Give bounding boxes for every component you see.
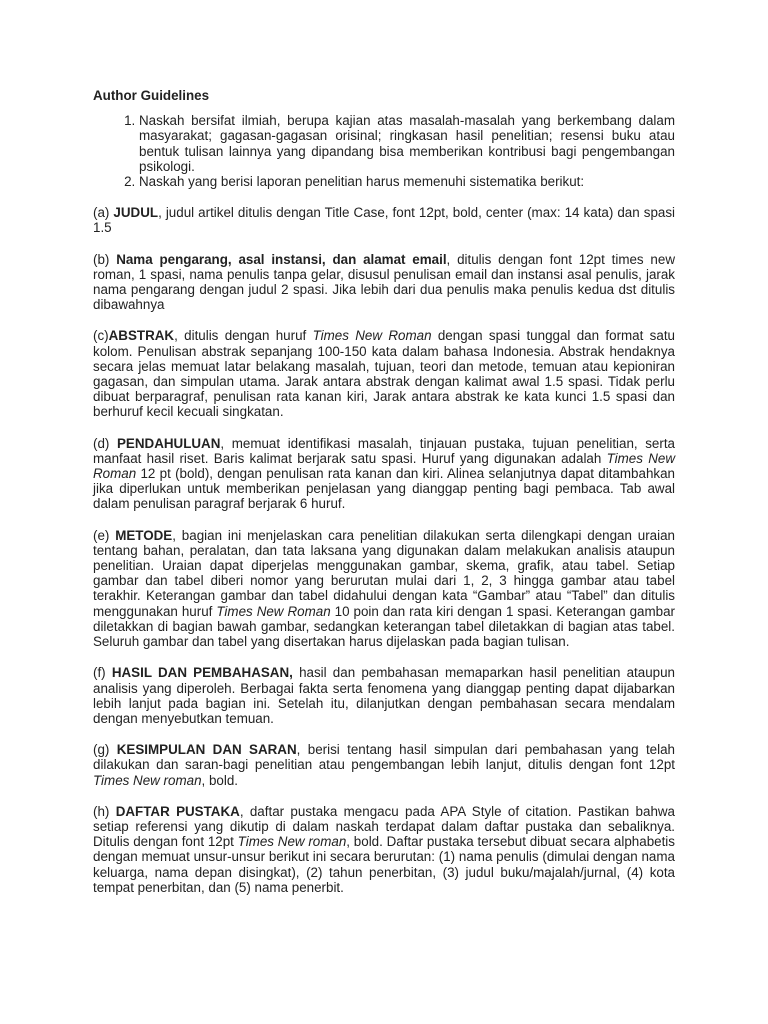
section-metode [93, 528, 675, 650]
section-text: hasil dan pembahasan memaparkan hasil penelitian ataupun analisis yang diperoleh. Berbagai fakta serta fenomena yang dianggap penting dapat dijabarkan lebih lanjut pada bagian ini. Setelah itu, dilanjutkan dengan pembahasan secara mendalam dengan menyebutkan temuan. [93, 665, 675, 726]
section-kesimpulan-saran [93, 742, 675, 788]
section-italic: Times New roman [237, 834, 347, 850]
section-heading: DAFTAR PUSTAKA [115, 803, 240, 819]
guidelines-list [93, 113, 675, 189]
section-pendahuluan [93, 436, 675, 512]
section-prefix: (c) [93, 328, 109, 344]
section-daftar-pustaka [93, 804, 675, 895]
section-italic: Times New roman [93, 772, 202, 788]
section-text: , berisi tentang hasil simpulan dari pembahasan yang telah dilakukan dan saran-bagi penelitian atau pengembangan lebih lanjut, ditulis dengan font 12pt [93, 742, 675, 773]
section-heading: KESIMPULAN DAN SARAN [116, 742, 297, 758]
section-heading: HASIL DAN PEMBAHASAN, [111, 665, 293, 681]
section-italic: Times New Roman [312, 328, 432, 344]
section-text: , bold. Daftar pustaka tersebut dibuat secara alphabetis dengan memuat unsur-unsur berikut ini secara berurutan: (1) nama penulis (dimulai dengan nama keluarga, nama depan disingkat), (2) tahun penerbitan, (3) judul buku/majalah/jurnal, (4) kota tempat penerbitan, dan (5) nama penerbit. [93, 834, 675, 895]
section-abstrak [93, 328, 675, 419]
section-heading: Nama pengarang, asal instansi, dan alamat email [116, 251, 447, 267]
page-title: Author Guidelines [93, 88, 210, 103]
section-prefix: (f) [93, 665, 112, 681]
section-italic: Times New Roman [93, 450, 675, 482]
section-text: , ditulis dengan huruf [174, 328, 313, 344]
list-item: 2. Naskah yang berisi laporan penelitian harus memenuhi sistematika berikut: [139, 174, 675, 189]
section-prefix: (a) [93, 205, 114, 221]
section-text: , bagian ini menjelaskan cara penelitian dilakukan serta dilengkapi dengan uraian tentang bahan, peralatan, dan tata laksana yang digunakan dalam melakukan analisis ataupun penelitian. Uraian dapat diperjelas menggunakan gambar, skema, grafik, atau tabel. Setiap gambar dan tabel diberi nomor yang berurutan mulai dari 1, 2, 3 hingga gambar atau tabel terakhir. Keterangan gambar dan tabel didahului dengan kata “Gambar” atau “Tabel” dan ditulis menggunakan huruf [93, 527, 675, 619]
section-heading: PENDAHULUAN [116, 435, 221, 451]
section-heading: METODE [115, 527, 173, 543]
section-text: , daftar pustaka mengacu pada APA Style of citation. Pastikan bahwa setiap referensi yang dikutip di dalam naskah terdapat dalam daftar pustaka dan sebaliknya. Ditulis dengan font 12pt [93, 803, 676, 850]
section-text: , ditulis dengan font 12pt times new roman, 1 spasi, nama penulis tanpa gelar, disusul penulisan email dan instansi asal penulis, jarak nama pengarang dengan judul 2 spasi. Jika lebih dari dua penulis maka penulis kedua dst ditulis dibawahnya [93, 251, 675, 313]
section-prefix: (g) [93, 742, 117, 758]
section-judul [93, 205, 675, 235]
section-text: dengan spasi tunggal dan format satu kolom. Penulisan abstrak sepanjang 100-150 kata dalam bahasa Indonesia. Abstrak hendaknya secara jelas memuat latar belakang masalah, tujuan, teori dan metode, temuan atau kepioniran gagasan, dan simpulan utama. Jarak antara abstrak dengan kalimat awal 1.5 spasi. Tidak perlu dibuat berparagraf, penulisan rata kanan kiri, Jarak antara abstrak ke kata kunci 1.5 spasi dan berhuruf kecil kecuali singkatan. [93, 328, 675, 420]
section-hasil-pembahasan [93, 665, 675, 726]
section-text: , judul artikel ditulis dengan Title Case, font 12pt, bold, center (max: 14 kata) dan spasi 1.5 [93, 205, 676, 236]
section-italic: Times New Roman [216, 603, 331, 619]
section-nama-pengarang [93, 252, 675, 313]
section-text: , memuat identifikasi masalah, tinjauan pustaka, tujuan penelitian, serta manfaat hasil riset. Baris kalimat berjarak satu spasi. Huruf yang digunakan adalah [93, 435, 675, 466]
section-heading: JUDUL [113, 205, 159, 221]
section-text: 10 poin dan rata kiri dengan 1 spasi. Keterangan gambar diletakkan di bagian bawah gambar, sedangkan keterangan tabel diletakkan di bagian atas tabel. Seluruh gambar dan tabel yang disertakan harus dijelaskan pada bagian tulisan. [93, 603, 675, 650]
section-text: 12 pt (bold), dengan penulisan rata kanan dan kiri. Alinea selanjutnya dapat ditambahkan jika diperlukan untuk memberikan penjelasan yang dianggap penting bagi pembaca. Tab awal dalam penulisan paragraf berjarak 6 huruf. [93, 466, 675, 512]
section-prefix: (h) [93, 803, 116, 819]
section-prefix: (e) [93, 527, 116, 543]
section-heading: ABSTRAK [108, 328, 175, 344]
section-prefix: (b) [93, 251, 117, 267]
document-body [93, 88, 675, 911]
section-text: , bold. [201, 772, 239, 788]
list-item: 1. Naskah bersifat ilmiah, berupa kajian atas masalah-masalah yang berkembang dalam masyarakat; gagasan-gagasan orisinal; ringkasan hasil penelitian; resensi buku atau bentuk tulisan lainnya yang dipandang bisa memberikan kontribusi bagi pengembangan psikologi. [139, 113, 675, 174]
section-prefix: (d) [93, 435, 117, 451]
